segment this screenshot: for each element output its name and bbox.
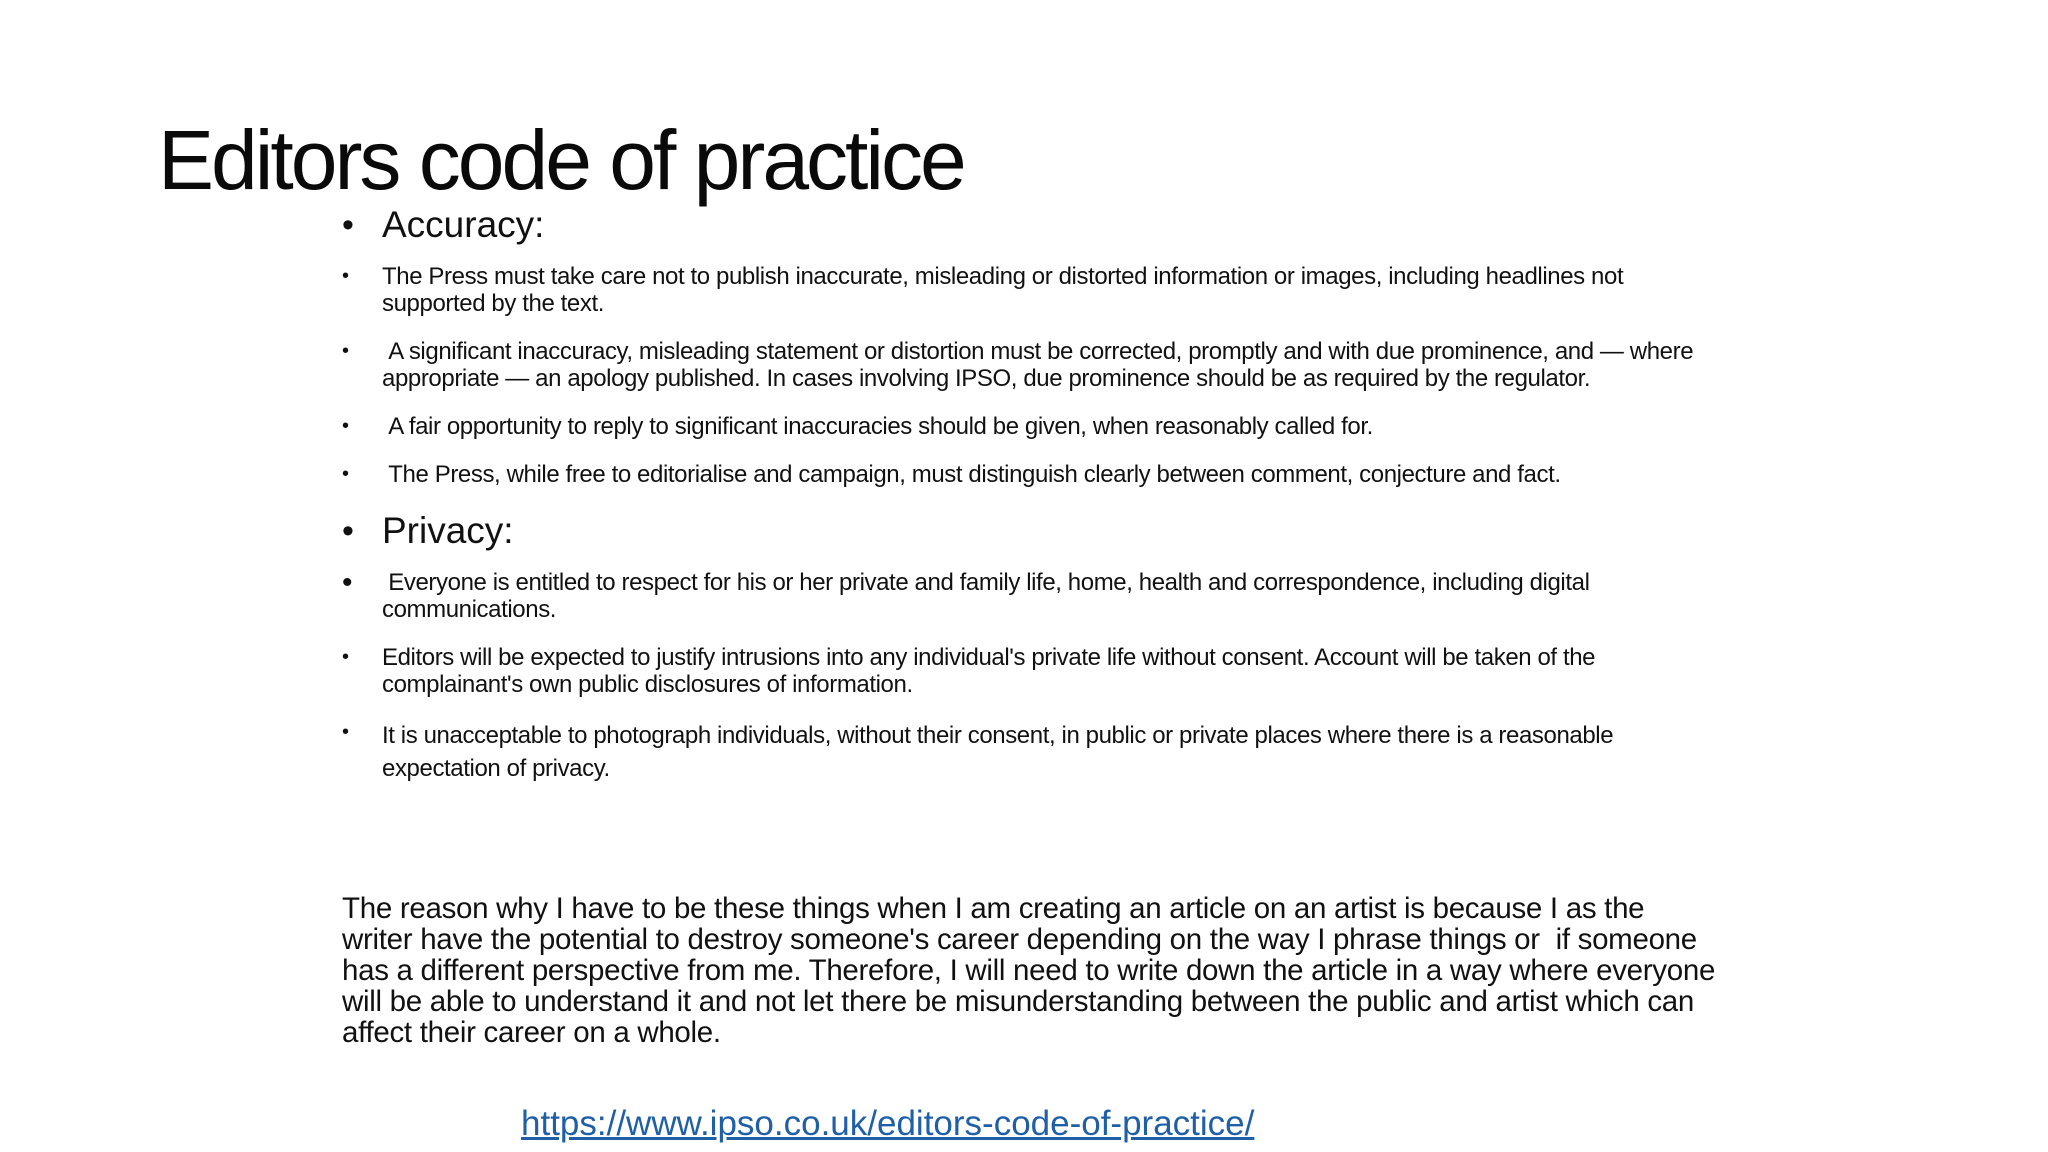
accuracy-heading-label: Accuracy: bbox=[382, 204, 545, 245]
bullet-icon: • bbox=[342, 415, 349, 437]
privacy-item-text: Editors will be expected to justify intrusions into any individual's private life without consent. Account will be taken of the complainant's own public disclosures of information. bbox=[382, 644, 1602, 698]
bullet-list bbox=[342, 203, 1712, 806]
bullet-icon: • bbox=[342, 566, 353, 599]
ipso-source-link[interactable]: https://www.ipso.co.uk/editors-code-of-practice/ bbox=[521, 1104, 1255, 1143]
privacy-heading-label: Privacy: bbox=[382, 510, 514, 551]
bullet-icon: • bbox=[342, 646, 349, 668]
privacy-item bbox=[342, 644, 1712, 698]
accuracy-heading bbox=[342, 203, 1712, 247]
accuracy-item bbox=[342, 413, 1712, 440]
bullet-icon: • bbox=[342, 206, 354, 244]
accuracy-item bbox=[342, 338, 1712, 392]
privacy-item-text: Everyone is entitled to respect for his or her private and family life, home, health and correspondence, including digital communications. bbox=[382, 569, 1596, 623]
reason-paragraph: The reason why I have to be these things when I am creating an article on an artist is because I as the writer have the potential to destroy someone's career depending on the way I phrase things or if someone has a different perspective from me. Therefore, I will need to write down the article in a way where everyone will be able to understand it and not let there be misunderstanding between the public and artist which can affect their career on a whole. bbox=[342, 892, 1723, 1049]
accuracy-item-text: The Press, while free to editorialise and campaign, must distinguish clearly between comment, conjecture and fact. bbox=[382, 461, 1561, 488]
accuracy-item-text: A fair opportunity to reply to significant inaccuracies should be given, when reasonably called for. bbox=[382, 413, 1373, 440]
accuracy-item bbox=[342, 461, 1712, 488]
accuracy-item-text: The Press must take care not to publish inaccurate, misleading or distorted information or images, including headlines not supported by the text. bbox=[382, 263, 1630, 317]
privacy-item bbox=[342, 566, 1712, 623]
bullet-icon: • bbox=[342, 721, 349, 743]
bullet-icon: • bbox=[342, 265, 349, 287]
privacy-item bbox=[342, 719, 1712, 785]
bullet-icon: • bbox=[342, 340, 349, 362]
privacy-item-text: It is unacceptable to photograph individuals, without their consent, in public or private places where there is a reasonable expectation of privacy. bbox=[382, 722, 1620, 782]
privacy-heading bbox=[342, 509, 1712, 553]
accuracy-item bbox=[342, 263, 1712, 317]
bullet-icon: • bbox=[342, 512, 354, 550]
bullet-icon: • bbox=[342, 463, 349, 485]
accuracy-item-text: A significant inaccuracy, misleading statement or distortion must be corrected, promptly and with due prominence, and — where appropriate — an apology published. In cases involving IPSO, due prominence should be as required by the regulator. bbox=[382, 338, 1700, 392]
slide-title: Editors code of practice bbox=[158, 113, 964, 207]
